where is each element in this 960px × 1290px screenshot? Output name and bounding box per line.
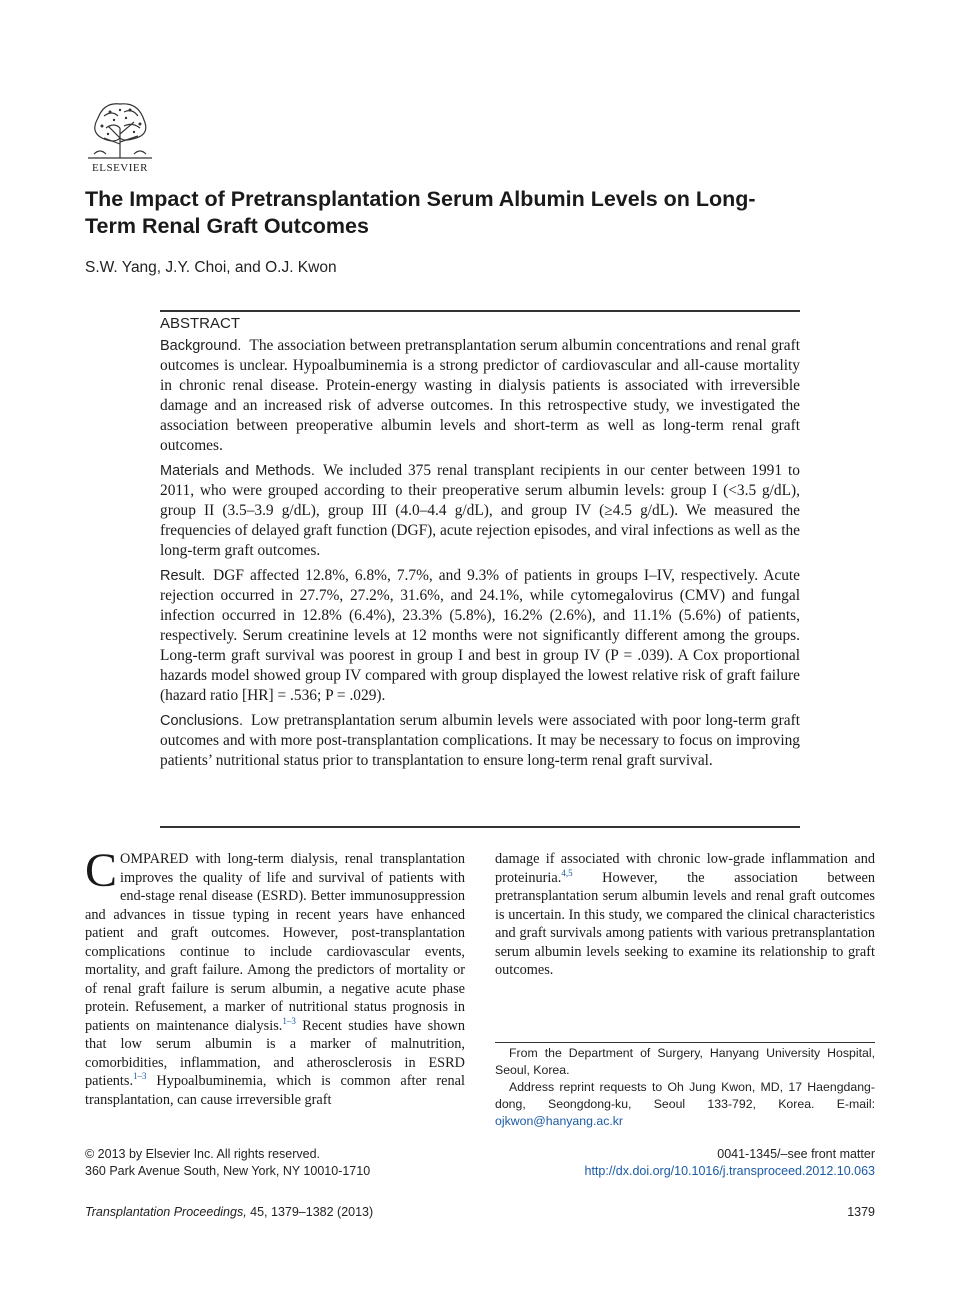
abstract-section-text: The association between pretransplantation serum albumin concentrations and renal graft outcomes is unclear. Hypoalbuminemia is a strong predictor of cardiovascular and all-cause mortality in chronic renal disease. Protein-energy wasting in dialysis patients is associated with irreversible damage and an increased risk of adverse outcomes. In this retrospective study, we investigated the association between preoperative albumin levels and short-term as well as long-term renal graft outcomes. — [160, 337, 800, 454]
abstract-bottom-rule — [160, 826, 800, 828]
abstract-section-text: We included 375 renal transplant recipients in our center between 1991 to 2011, who were grouped according to their preoperative serum albumin levels: group I (<3.5 g/dL), group II (3.5–3.9 g/dL), group III (4.0–4.4 g/dL), and group IV (≥4.5 g/dL). We measured the frequencies of delayed graft function (DGF), acute rejection episodes, and viral infections as well as the long-term graft outcomes. — [160, 462, 800, 559]
article-authors: S.W. Yang, J.Y. Choi, and O.J. Kwon — [85, 259, 337, 276]
abstract-top-rule — [160, 310, 800, 312]
page-number: 1379 — [847, 1205, 875, 1219]
email-link[interactable]: ojkwon@hanyang.ac.kr — [495, 1114, 624, 1128]
copyright-text: © 2013 by Elsevier Inc. All rights reserved. — [85, 1147, 321, 1161]
affiliation-footnote — [495, 1045, 875, 1130]
issn-text: 0041-1345/–see front matter — [717, 1147, 875, 1161]
intro-text: damage if associated with chronic low-grade inflammation and proteinuria. — [495, 851, 875, 886]
intro-text: However, the association between pretransplantation serum albumin levels and renal graft outcomes is uncertain. In this study, we compared the clinical characteristics and graft survivals among patients with various pretransplantation serum albumin levels seeking to examine its relationship to graft outcomes. — [495, 869, 875, 978]
abstract-section-heading: Materials and Methods. — [160, 463, 315, 479]
article-title: The Impact of Pretransplantation Serum Albumin Levels on Long-Term Renal Graft Outcomes — [85, 187, 756, 238]
abstract-block — [160, 315, 800, 776]
publisher-address: 360 Park Avenue South, New York, NY 10010-1710 — [85, 1164, 371, 1178]
elsevier-tree-icon — [84, 98, 156, 160]
intro-paragraph — [85, 844, 465, 1109]
abstract-section-text: Low pretransplantation serum albumin levels were associated with poor long-term graft outcomes and with more post-transplantation complications. It may be necessary to focus on improving patients’ nutritional status prior to transplantation to ensure long-term renal graft survival. — [160, 712, 800, 769]
abstract-section-heading: Background. — [160, 338, 242, 354]
publisher-name: ELSEVIER — [92, 162, 148, 174]
reprint-address — [495, 1079, 875, 1130]
intro-lead-word: OMPARED — [120, 851, 189, 867]
intro-paragraph-continued — [495, 850, 875, 980]
journal-name: Transplantation Proceedings, — [85, 1205, 247, 1219]
affiliation-text: From the Department of Surgery, Hanyang University Hospital, Seoul, Korea. — [495, 1046, 875, 1077]
journal-ref: 45, 1379–1382 (2013) — [246, 1205, 374, 1219]
abstract-section-conclusions — [160, 711, 800, 771]
abstract-section-background — [160, 336, 800, 456]
abstract-heading: ABSTRACT — [160, 315, 241, 332]
drop-cap: C — [85, 844, 118, 897]
intro-text: with long-term dialysis, renal transplantation improves the quality of life and survival of patients with end-stage renal disease (ESRD). Better immunosuppression and advances in tissue typing in recent years have enhanced patient and graft outcomes. However, post-transplantation complications continue to include cardiovascular events, mortality, and graft failure. Among the predictors of mortality or of renal graft failure is serum albumin, a negative acute phase protein. Refusement, a marker of nutritional status prognosis in patients on maintenance dialysis. — [85, 851, 465, 1034]
identifier-block — [585, 1146, 876, 1180]
intro-text: Hypoalbuminemia, which is common after renal transplantation, can cause irreversible graft — [85, 1073, 465, 1108]
reference-link[interactable]: 1–3 — [282, 1015, 296, 1026]
abstract-section-result — [160, 566, 800, 706]
reprint-address-text: Address reprint requests to Oh Jung Kwon, MD, 17 Haengdang-dong, Seongdong-ku, Seoul 133-792, Korea. E-mail: — [495, 1080, 875, 1111]
doi-link[interactable]: http://dx.doi.org/10.1016/j.transproceed.2012.10.063 — [584, 1164, 875, 1178]
abstract-section-heading: Result. — [160, 568, 206, 584]
copyright-block — [85, 1146, 370, 1180]
reference-link[interactable]: 1–3 — [133, 1071, 147, 1082]
abstract-section-methods — [160, 461, 800, 561]
reference-link[interactable]: 4,5 — [561, 867, 573, 878]
footnote-rule — [495, 1042, 875, 1043]
intro-text: Recent studies have shown that low serum albumin is a marker of malnutrition, comorbidities, inflammation, and atherosclerosis in ESRD patients. — [85, 1017, 465, 1089]
body-column-right — [495, 850, 875, 980]
abstract-section-heading: Conclusions. — [160, 713, 244, 729]
body-column-left — [85, 844, 465, 1109]
journal-citation — [85, 1205, 373, 1219]
abstract-section-text: DGF affected 12.8%, 6.8%, 7.7%, and 9.3% of patients in groups I–IV, respectively. Acute rejection occurred in 27.7%, 27.2%, 31.6%, and 24.1%, while cytomegalovirus (CMV) and fungal infection occurred in 12.8% (6.4%), 23.3% (5.8%), 16.2% (2.6%), and 11.1% (5.6%) of patients, respectively. Serum creatinine levels at 12 months were not significantly different among the groups. Long-term graft survival was poorest in group I and best in group IV (P = .039). A Cox proportional hazards model showed group IV compared with group displayed the lowest relative risk of graft failure (hazard ratio [HR] = .536; P = .029). — [160, 567, 800, 704]
